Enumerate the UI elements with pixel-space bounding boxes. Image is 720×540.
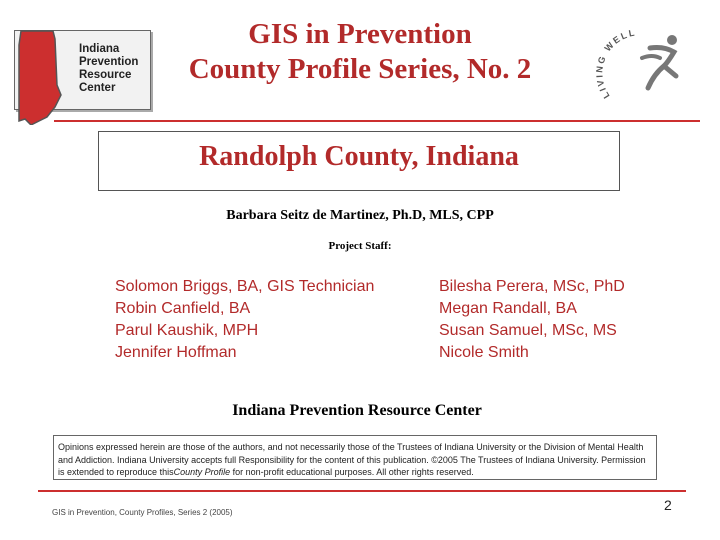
- staff-member: Parul Kaushik, MPH: [115, 322, 259, 339]
- living-well-logo: [588, 18, 693, 110]
- header-rule: [54, 120, 700, 122]
- logo-line: Prevention: [79, 56, 139, 68]
- disclaimer-text-end: for non-profit educational purposes. All other rights reserved.: [230, 467, 474, 477]
- page-number: 2: [664, 497, 672, 513]
- staff-member: Jennifer Hoffman: [115, 344, 237, 361]
- staff-member: Robin Canfield, BA: [115, 300, 251, 317]
- living-well-figure-icon: [588, 18, 693, 110]
- iprc-logo: [14, 30, 151, 110]
- disclaimer-text: Opinions expressed herein are those of the authors, and not necessarily those of the Trustees of Indiana University or the Division of Mental Health and Addiction. Indiana University accepts full Responsibility for the content of this publication. ©2005 The Trustees of Indiana University. Permission is extended to reproduce this: [58, 442, 646, 477]
- disclaimer-italic: County Profile: [173, 467, 231, 477]
- footer-rule: [38, 490, 686, 492]
- disclaimer-box: [53, 435, 657, 480]
- indiana-map-icon: [11, 25, 71, 125]
- page-title: [160, 17, 560, 87]
- staff-label: Project Staff:: [328, 240, 392, 252]
- staff-list-left: [115, 276, 374, 364]
- svg-text:LIVING WELL: [594, 27, 637, 100]
- staff-member: Megan Randall, BA: [439, 300, 577, 317]
- author: Barbara Seitz de Martinez, Ph.D, MLS, CPP: [226, 208, 494, 223]
- staff-member: Susan Samuel, MSc, MS: [439, 322, 617, 339]
- footer-text: GIS in Prevention, County Profiles, Series 2 (2005): [52, 508, 233, 517]
- title-line-1: GIS in Prevention: [248, 18, 472, 50]
- logo-line: Resource: [79, 69, 132, 81]
- staff-member: Bilesha Perera, MSc, PhD: [439, 278, 625, 295]
- living-well-text: LIVING WELL: [594, 27, 638, 101]
- staff-member: Solomon Briggs, BA, GIS Technician: [115, 278, 375, 295]
- staff-list-right: [439, 276, 625, 364]
- title-line-2: County Profile Series, No. 2: [188, 53, 532, 85]
- logo-line: Indiana: [79, 43, 120, 55]
- logo-text: [79, 43, 138, 95]
- staff-member: Nicole Smith: [439, 344, 529, 361]
- logo-line: Center: [79, 82, 116, 94]
- county-title: Randolph County, Indiana: [199, 141, 519, 172]
- organization-name: Indiana Prevention Resource Center: [232, 402, 482, 419]
